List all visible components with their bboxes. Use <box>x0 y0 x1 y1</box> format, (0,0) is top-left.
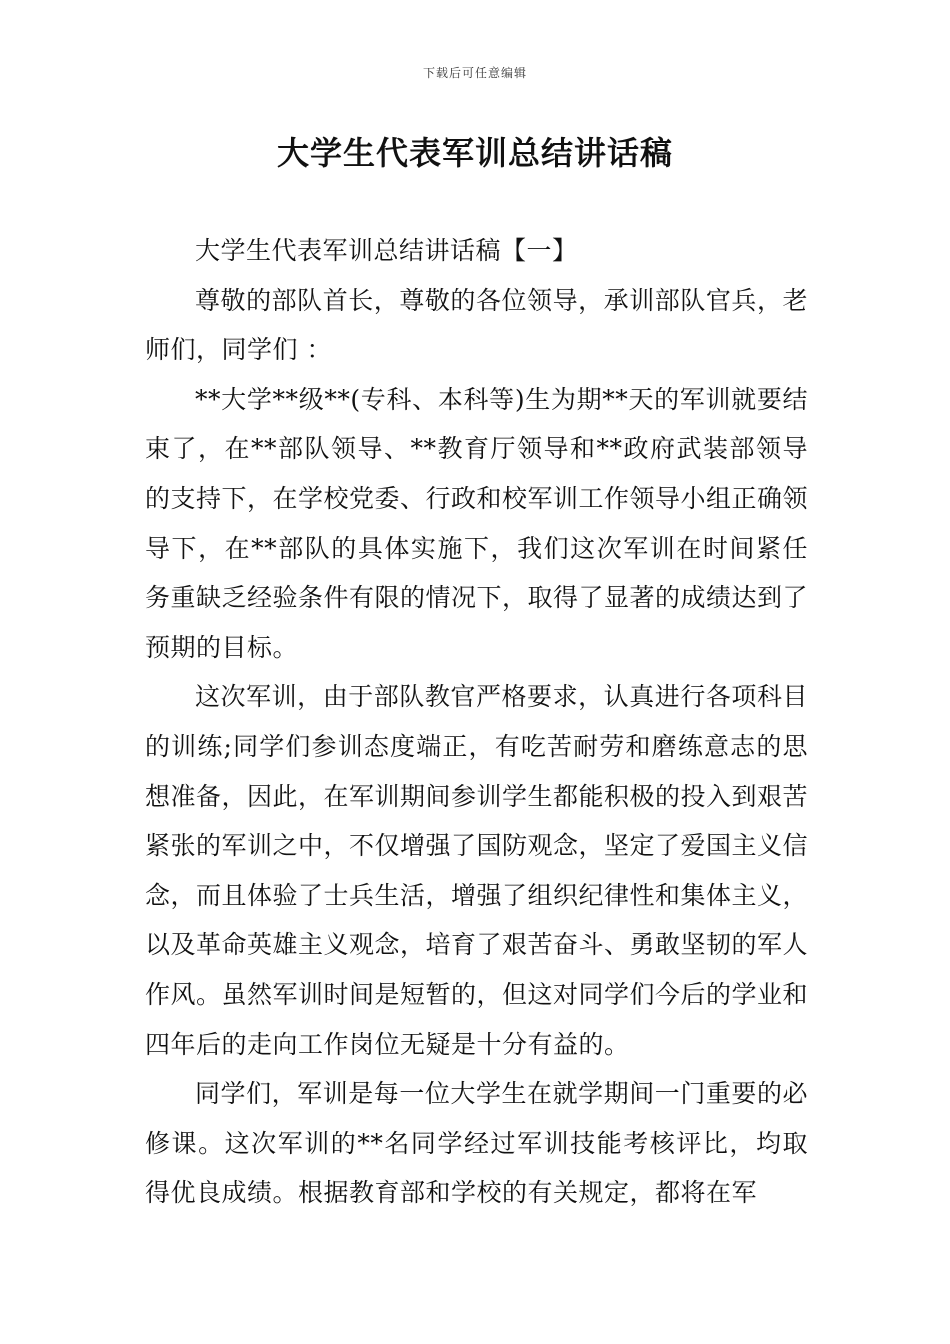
document-body <box>145 226 808 1218</box>
paragraph-salutation: 尊敬的部队首长，尊敬的各位领导，承训部队官兵，老师们，同学们 ： <box>145 285 808 365</box>
paragraph-subtitle: 大学生代表军训总结讲话稿【一】 <box>195 236 578 265</box>
paragraph: 这次军训，由于部队教官严格要求，认真进行各项科目的训练;同学们参训态度端正，有吃苦耐劳和磨练意志的思想准备，因此，在军训期间参训学生都能积极的投入到艰苦紧张的军训之中，不仅增强了国防观念，坚定了爱国主义信念，而且体验了士兵生活，增强了组织纪律性和集体主义，以及革命英雄主义观念，培育了艰苦奋斗、勇敢坚韧的军人作风。虽然军训时间是短暂的，但这对同学们今后的学业和四年后的走向工作岗位无疑是十分有益的。 <box>145 682 809 1059</box>
paragraph: 同学们，军训是每一位大学生在就学期间一门重要的必修课。这次军训的**名同学经过军训技能考核评比，均取得优良成绩。根据教育部和学校的有关规定，都将在军 <box>145 1079 808 1208</box>
header-note: 下载后可任意编辑 <box>422 66 527 80</box>
paragraph: **大学**级**(专科、本科等)生为期**天的军训就要结束了，在**部队领导、**教育厅领导和**政府武装部领导的支持下，在学校党委、行政和校军训工作领导小组正确领导下，在**部队的具体实施下，我们这次军训在时间紧任务重缺乏经验条件有限的情况下，取得了显著的成绩达到了预期的目标。 <box>145 384 809 662</box>
document-title: 大学生代表军训总结讲话稿 <box>276 134 673 172</box>
